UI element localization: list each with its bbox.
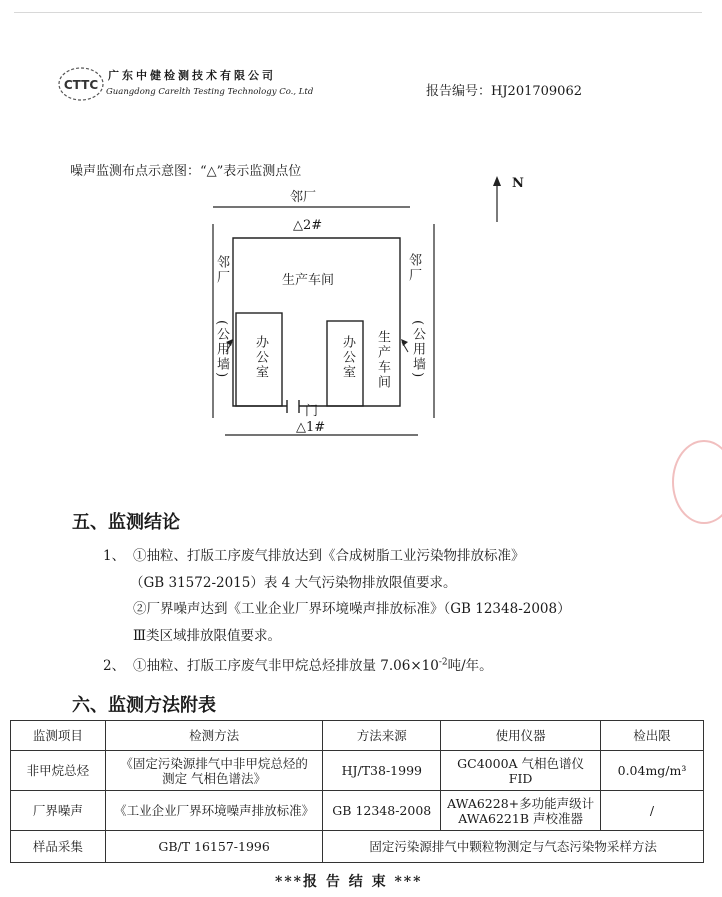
row3-description: 固定污染源排气中颗粒物测定与气态污染物采样方法 [323,831,704,863]
logo-mark-text: CTTC [63,78,99,92]
header-instrument: 使用仪器 [441,721,601,751]
table-row [11,791,704,831]
row3-method: GB/T 16157-1996 [105,831,323,863]
row2-item: 厂界噪声 [11,791,106,831]
table-row [11,831,704,863]
left-wall-label: (公用墙) [214,320,229,380]
conclusion-item1-line3: ②厂界噪声达到《工业企业厂界环境噪声排放标准》（GB 12348-2008） [133,601,571,617]
header-limit: 检出限 [601,721,704,751]
conclusion-item1-number: 1、 [103,548,126,564]
row1-method-line1: 《固定污染源排气中非甲烷总烃的 [120,755,308,771]
company-name-cn: 广东中健检测技术有限公司 [108,69,276,82]
methods-table [10,720,704,863]
row1-instrument: GC4000A 气相色谱仪 FID [441,751,601,791]
row1-source: HJ/T38-1999 [323,751,441,791]
diagram-caption: 噪声监测布点示意图：“△”表示监测点位 [70,164,302,179]
report-number: 报告编号：HJ201709062 [426,84,582,99]
row2-limit: / [601,791,704,831]
conclusion-item2-exponent: -2 [438,657,448,668]
row2-source: GB 12348-2008 [323,791,441,831]
north-label: N [512,176,524,191]
report-end-mark: ***报 告 结 束 *** [275,874,423,890]
conclusion-item1-line1: ①抽粒、打版工序废气排放达到《合成树脂工业污染物排放标准》 [133,548,525,564]
row1-item: 非甲烷总烃 [11,751,106,791]
row2-method: 《工业企业厂界环境噪声排放标准》 [105,791,323,831]
conclusion-item1-line2: （GB 31572-2015）表 4 大气污染物排放限值要求。 [130,575,457,591]
row2-instrument [441,791,601,831]
top-neighbor-label: 邻厂 [290,190,317,205]
conclusion-item2-text-b: 吨/年。 [447,658,493,674]
office-right-label: 办公室 [340,335,355,380]
workshop-side-label: 生产车间 [375,330,390,390]
row1-method-line2: 测定 气相色谱法》 [162,770,267,786]
table-header-row [11,721,704,751]
row1-limit: 0.04mg/m³ [601,751,704,791]
company-name-en: Guangdong Carelth Testing Technology Co., Ltd [106,87,314,97]
workshop-main-label: 生产车间 [282,273,335,288]
right-wall-label: (公用墙) [410,320,425,380]
row2-instrument-line1: AWA6228+多功能声级计 [447,795,595,811]
conclusion-item1-line4: Ⅲ类区域排放限值要求。 [133,628,282,644]
row1-method [105,751,323,791]
monitoring-point-2: △2# [293,218,323,233]
seal-stamp [672,440,722,524]
header-item: 监测项目 [11,721,106,751]
gate-label: 门 [305,404,319,419]
left-neighbor-label: 邻厂 [214,255,229,285]
conclusion-item2-text-a: ①抽粒、打版工序废气非甲烷总烃排放量 7.06×10 [133,658,439,674]
conclusion-item2-number: 2、 [103,658,126,674]
conclusion-item2-line [133,654,493,674]
header-method: 检测方法 [105,721,323,751]
header-source: 方法来源 [323,721,441,751]
row2-instrument-line2: AWA6221B 声校准器 [458,810,583,826]
row3-item: 样品采集 [11,831,106,863]
conclusion-title: 五、监测结论 [72,512,180,533]
methods-title: 六、监测方法附表 [72,695,216,716]
monitoring-point-1: △1# [296,420,326,435]
office-left-label: 办公室 [253,335,268,380]
table-row [11,751,704,791]
right-neighbor-label: 邻厂 [406,253,421,283]
